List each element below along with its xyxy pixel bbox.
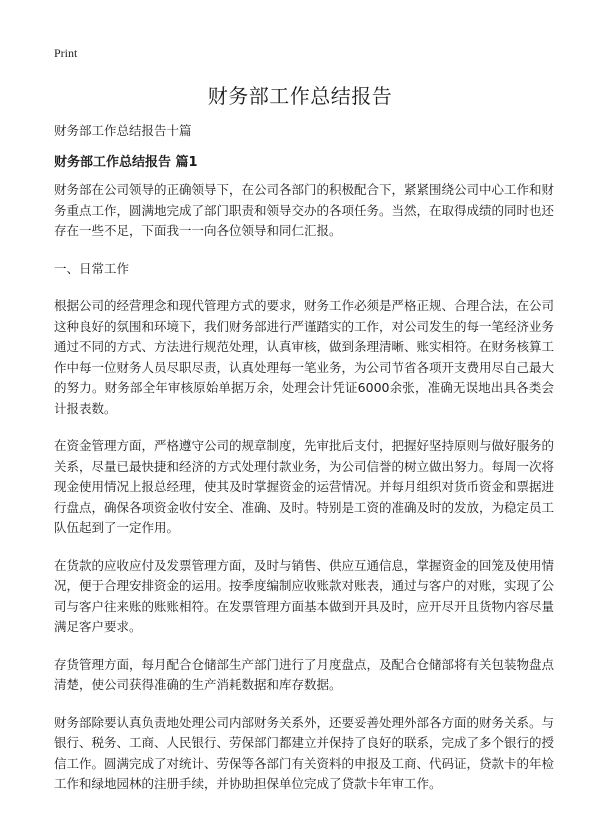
paragraph-inventory: 存货管理方面，每月配合仓储部生产部门进行了月度盘点，及配合仓储部将有关包装物盘点清楚，使公司获得准确的生产消耗数据和库存数据。 [54, 656, 555, 692]
paragraph-intro: 财务部在公司领导的正确领导下，在公司各部门的积极配合下，紧紧围绕公司中心工作和财务重点工作，圆满地完成了部门职责和领导交办的各项任务。当然，在取得成绩的同时也还存在一些不足，下面我一一向各位领导和同仁汇报。 [54, 182, 555, 238]
paragraph-accounting: 根据公司的经营理念和现代管理方式的要求，财务工作必须是严格正规、合理合法，在公司这种良好的氛围和环境下，我们财务部进行严谨踏实的工作，对公司发生的每一笔经济业务通过不同的方式、方法进行规范处理，认真审核，做到条理清晰、账实相符。在财务核算工作中每一位财务人员尽职尽责，认真处理每一笔业务，为公司节省各项开支费用尽自己最大的努力。财务部全年审核原始单据万余，处理会计凭证6000余张，准确无误地出具各类会计报表数。 [54, 298, 555, 416]
document-title: 财务部工作总结报告 [207, 84, 393, 108]
paragraph-receivables: 在货款的应收应付及发票管理方面，及时与销售、供应互通信息，掌握资金的回笼及使用情况，便于合理安排资金的运用。按季度编制应收账款对账表，通过与客户的对账，实现了公司与客户往来账的账账相符。在发票管理方面基本做到开具及时，应开尽开且货物内容尽量满足客户要求。 [54, 557, 555, 634]
document-subtitle: 财务部工作总结报告十篇 [54, 123, 192, 138]
document-body [54, 180, 554, 812]
section-heading: 财务部工作总结报告 篇1 [54, 155, 198, 170]
paragraph-external-relations: 财务部除要认真负责地处理公司内部财务关系外，还要妥善处理外部各方面的财务关系。与银行、税务、工商、人民银行、劳保部门都建立并保持了良好的联系，完成了多个银行的授信工作。圆满完成了对统计、劳保等各部门有关资料的申报及工商、代码证，贷款卡的年检工作和绿地园林的注册手续，并协助担保单位完成了贷款卡年审工作。 [54, 714, 555, 791]
print-link[interactable]: Print [54, 46, 78, 60]
paragraph-fund-management: 在资金管理方面，严格遵守公司的规章制度，先审批后支付，把握好坚持原则与做好服务的关系，尽量已最快捷和经济的方式处理付款业务，为公司信誉的树立做出努力。每周一次将现金使用情况上报总经理，使其及时掌握资金的运营情况。并每月组织对货币资金和票据进行盘点，确保各项资金收付安全、准确、及时。特别是工资的准确及时的发放，为稳定员工队伍起到了一定作用。 [54, 438, 555, 535]
subheading-daily-work: 一、日常工作 [54, 260, 130, 276]
